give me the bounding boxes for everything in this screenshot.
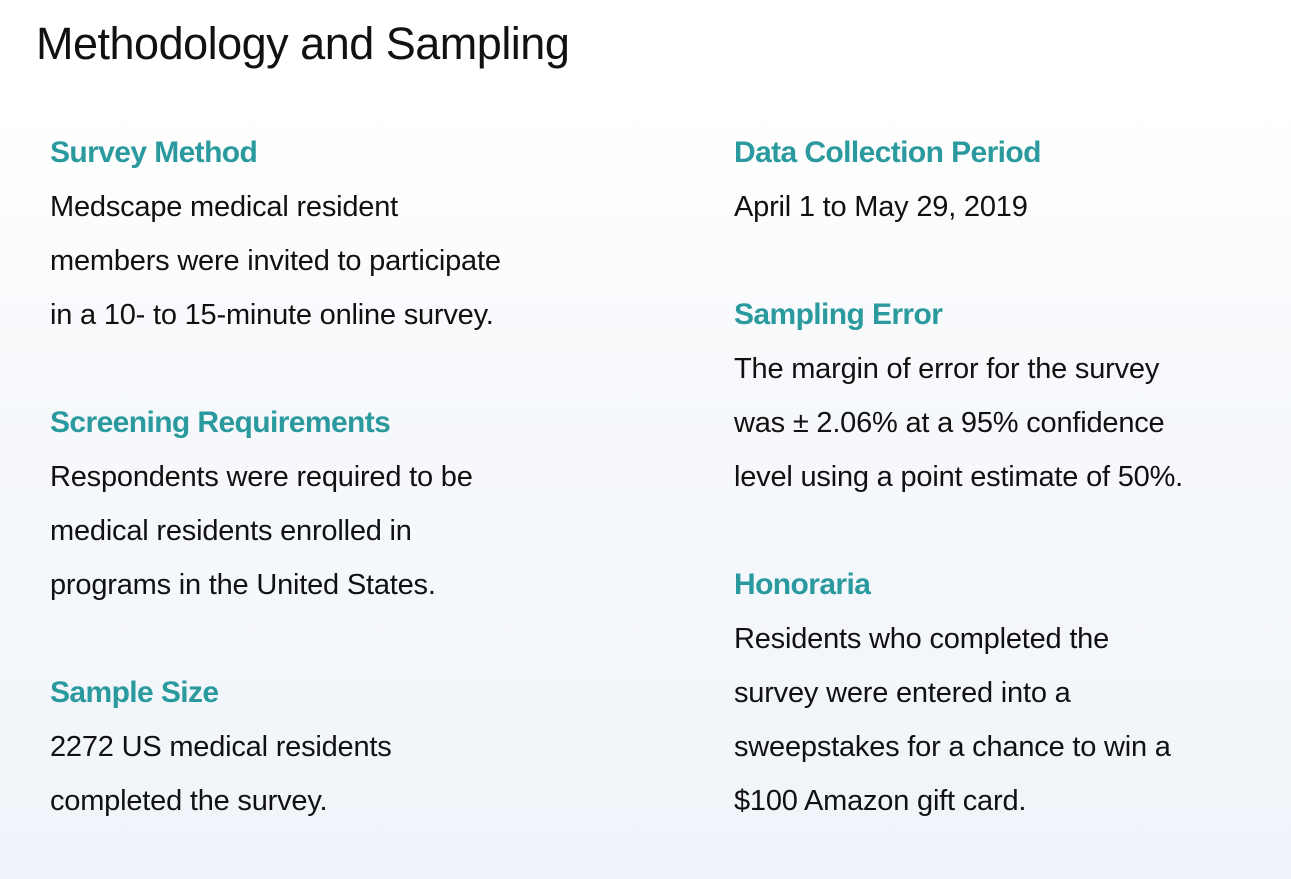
sample-size-section [50,666,670,828]
survey-method-heading: Survey Method [50,136,258,169]
honoraria-section [734,558,1274,828]
text-line: programs in the United States. [50,569,436,601]
screening-requirements-text [50,450,670,612]
methodology-panel [0,106,1291,879]
text-line: Residents who completed the [734,623,1110,655]
text-line: completed the survey. [50,785,328,817]
honoraria-text [734,612,1274,828]
text-line: sweepstakes for a chance to win a [734,731,1171,763]
page-title: Methodology and Sampling [36,18,570,69]
text-line: was ± 2.06% at a 95% confidence [734,407,1165,439]
text-line: Respondents were required to be [50,461,473,493]
sampling-error-heading: Sampling Error [734,298,943,331]
sample-size-text [50,720,670,828]
data-collection-period-section [734,126,1274,234]
text-line: medical residents enrolled in [50,515,412,547]
text-line: 2272 US medical residents [50,731,392,763]
sampling-error-section [734,288,1274,504]
data-collection-period-heading: Data Collection Period [734,136,1041,169]
honoraria-heading: Honoraria [734,568,871,601]
text-line: members were invited to participate [50,245,501,277]
survey-method-section [50,126,670,342]
sampling-error-text [734,342,1274,504]
text-line: in a 10- to 15-minute online survey. [50,299,494,331]
survey-method-text [50,180,670,342]
text-line: Medscape medical resident [50,191,399,223]
text-line: April 1 to May 29, 2019 [734,191,1028,223]
sample-size-heading: Sample Size [50,676,219,709]
data-collection-period-text [734,180,1274,234]
text-line: survey were entered into a [734,677,1071,709]
screening-requirements-heading: Screening Requirements [50,406,391,439]
text-line: $100 Amazon gift card. [734,785,1027,817]
text-line: level using a point estimate of 50%. [734,461,1184,493]
text-line: The margin of error for the survey [734,353,1160,385]
screening-requirements-section [50,396,670,612]
